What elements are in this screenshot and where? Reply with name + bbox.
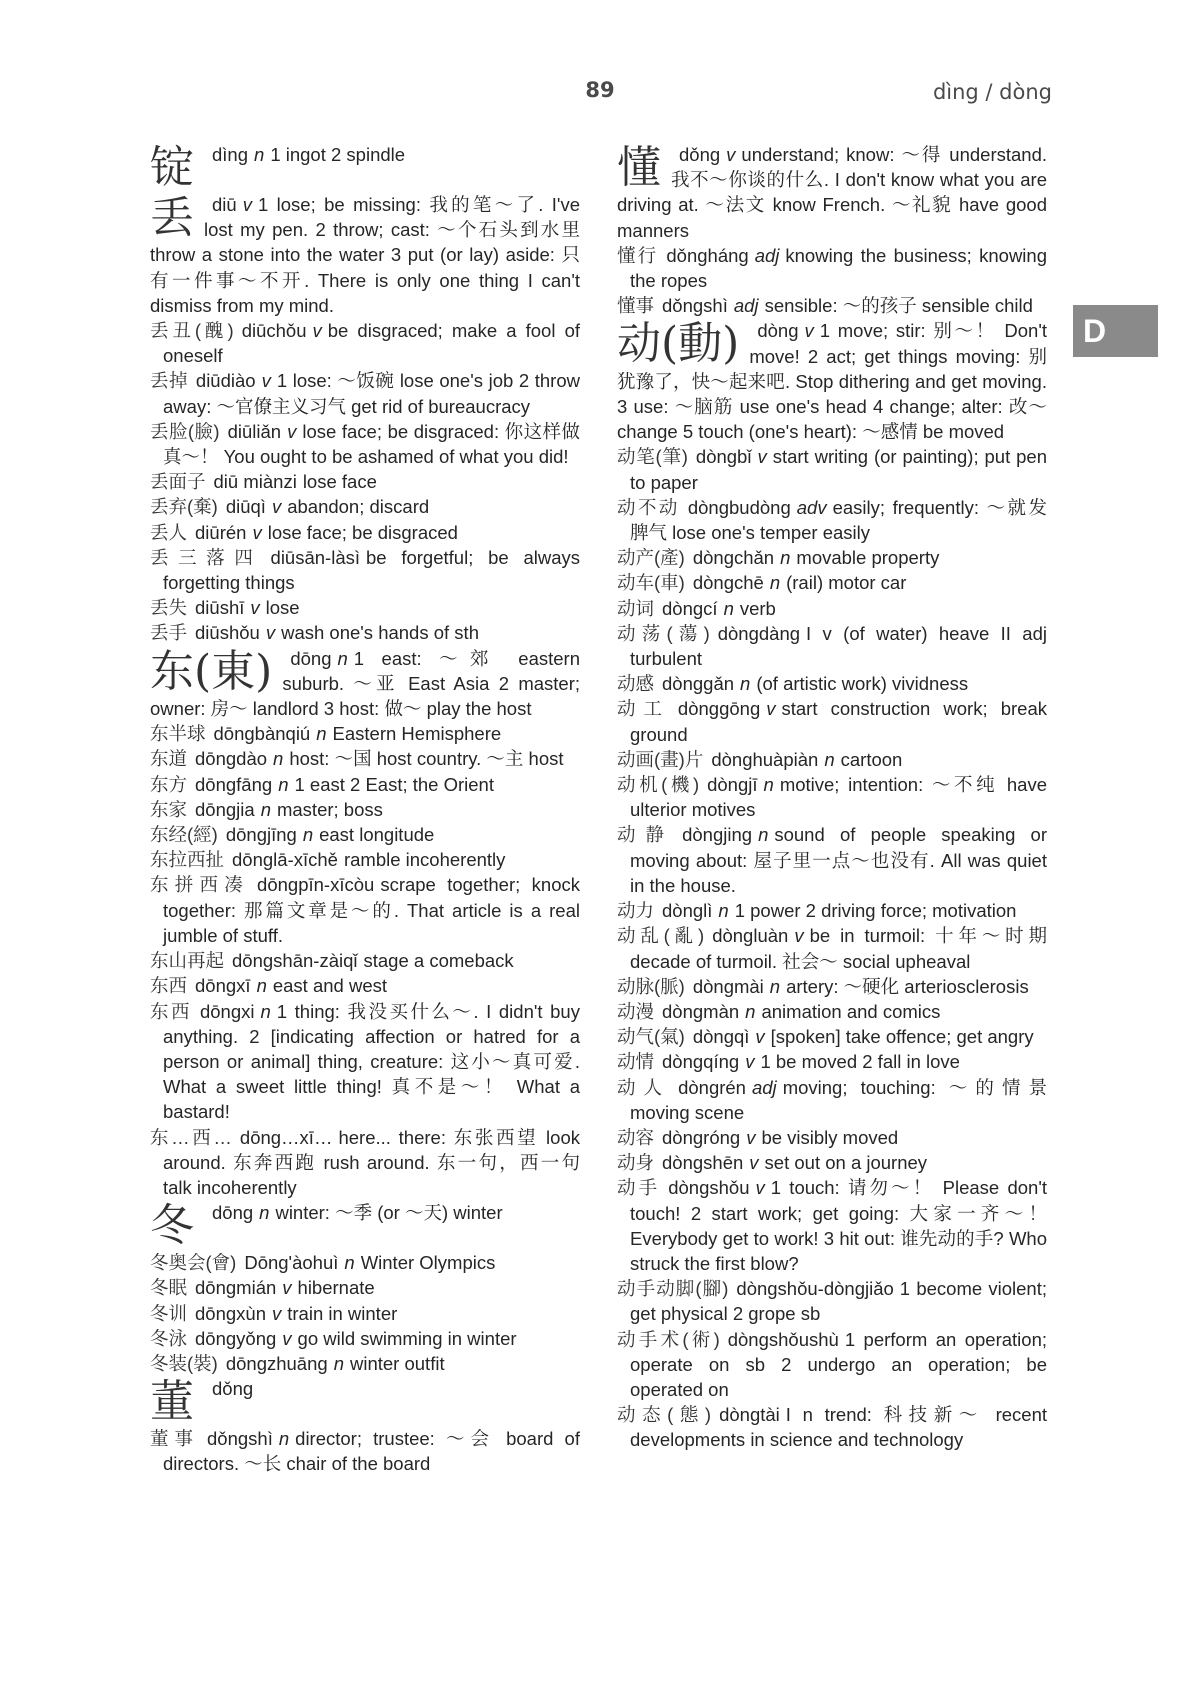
part-of-speech: v bbox=[282, 1277, 292, 1299]
headword: 动(動) bbox=[617, 318, 740, 370]
part-of-speech: v bbox=[261, 370, 271, 392]
compound-entry bbox=[617, 243, 1047, 293]
pinyin: dǒngháng bbox=[666, 244, 749, 266]
compound-entry bbox=[617, 671, 1047, 696]
pinyin: dòngshǒu-dòngjiǎo bbox=[736, 1278, 894, 1300]
pinyin: dōngzhuāng bbox=[225, 1352, 328, 1374]
compound-entry bbox=[150, 797, 580, 822]
part-of-speech: n bbox=[316, 723, 327, 745]
definition: winter outfit bbox=[349, 1352, 445, 1374]
part-of-speech: n bbox=[763, 774, 774, 796]
running-head: dìng / dòng bbox=[932, 80, 1052, 104]
headword: 东家 bbox=[150, 798, 188, 820]
main-entry bbox=[150, 142, 580, 192]
headword: 冬装(裝) bbox=[150, 1352, 218, 1374]
compound-entry bbox=[617, 570, 1047, 595]
part-of-speech: n bbox=[824, 748, 835, 770]
part-of-speech: n bbox=[745, 1000, 756, 1022]
definition: east and west bbox=[272, 975, 388, 997]
definition: 1 move; stir: 别～！ Don't move! 2 act; get things moving: 别犹豫了，快～起来吧. Stop dithering and get moving. 3 use: ～脑筋 use one's head 4 change; alter: 改～ change 5 touch (one's heart): ～感情 be moved bbox=[617, 320, 1047, 443]
pinyin: dōngshān-zàiqǐ bbox=[232, 950, 358, 972]
definition: lose face; be disgraced bbox=[267, 521, 458, 543]
pinyin: diūdiào bbox=[195, 370, 256, 392]
headword: 冬训 bbox=[150, 1302, 188, 1324]
pinyin: dǒng bbox=[212, 1378, 254, 1400]
main-entry bbox=[150, 192, 580, 318]
part-of-speech: n bbox=[344, 1252, 355, 1274]
compound-entry bbox=[150, 368, 580, 418]
definition: hibernate bbox=[297, 1277, 375, 1299]
compound-entry bbox=[617, 999, 1047, 1024]
headword: 冬眠 bbox=[150, 1277, 188, 1299]
definition: moving; touching: ～的情景 moving scene bbox=[630, 1076, 1047, 1123]
compound-entry bbox=[617, 1049, 1047, 1074]
headword: 东半球 bbox=[150, 723, 206, 745]
definition: winter: ～季 (or ～天) winter bbox=[275, 1202, 503, 1224]
part-of-speech: v bbox=[804, 320, 814, 342]
headword: 动不动 bbox=[617, 496, 680, 518]
headword: 锭 bbox=[150, 142, 194, 193]
pinyin: diūsān-làsì bbox=[270, 546, 360, 568]
headword: 懂事 bbox=[617, 295, 655, 317]
compound-entry bbox=[617, 696, 1047, 746]
compound-entry bbox=[617, 1125, 1047, 1150]
compound-entry bbox=[617, 923, 1047, 973]
definition: 1 east: ～郊 eastern suburb. ～亚 East Asia 2 master; owner: 房～ landlord 3 host: 做～ play the host bbox=[150, 647, 580, 720]
part-of-speech: n bbox=[259, 1202, 270, 1224]
definition: 1 be moved 2 fall in love bbox=[760, 1051, 960, 1073]
part-of-speech: v bbox=[755, 1026, 765, 1048]
compound-entry bbox=[150, 1250, 580, 1275]
definition: go wild swimming in winter bbox=[297, 1327, 517, 1349]
definition: 1 perform an operation; operate on sb 2 undergo an operation; be operated on bbox=[630, 1328, 1047, 1400]
pinyin: dònggōng bbox=[677, 698, 761, 720]
definition: 1 lose: ～饭碗 lose one's job 2 throw away: ～官僚主义习气 get rid of bureaucracy bbox=[163, 370, 580, 417]
part-of-speech: n bbox=[769, 572, 781, 594]
headword: 动画(畫)片 bbox=[617, 748, 704, 770]
headword: 东(東) bbox=[150, 645, 273, 697]
headword: 丢弃(棄) bbox=[150, 496, 218, 518]
compound-entry bbox=[150, 973, 580, 998]
part-of-speech: n bbox=[723, 597, 734, 619]
compound-entry bbox=[617, 974, 1047, 999]
compound-entry bbox=[150, 595, 580, 620]
part-of-speech: v bbox=[265, 622, 276, 644]
definition: movable property bbox=[796, 547, 940, 569]
definition: lose face; be disgraced: 你这样做真～！ You ought to be ashamed of what you did! bbox=[163, 420, 580, 468]
definition: 1 east 2 East; the Orient bbox=[294, 773, 494, 795]
part-of-speech: v bbox=[794, 925, 804, 947]
definition: abandon; discard bbox=[287, 496, 430, 518]
headword: 丢三落四 bbox=[150, 546, 263, 568]
part-of-speech: adv bbox=[796, 496, 827, 518]
pinyin: diū miànzi bbox=[213, 471, 297, 493]
pinyin: dòngdàng bbox=[717, 622, 801, 644]
definition: director; trustee: ～会 board of directors. ～长 chair of the board bbox=[163, 1428, 580, 1475]
part-of-speech: v bbox=[746, 1126, 756, 1148]
headword: 东拼西凑 bbox=[150, 874, 250, 896]
compound-entry bbox=[150, 1275, 580, 1300]
pinyin: diūrén bbox=[195, 521, 247, 543]
definition: master; boss bbox=[276, 798, 383, 820]
pinyin: dòngbǐ bbox=[695, 446, 752, 468]
headword: 动身 bbox=[617, 1152, 655, 1174]
definition: lose bbox=[265, 597, 300, 619]
part-of-speech: adj bbox=[754, 244, 780, 266]
definition: ramble incoherently bbox=[343, 849, 506, 871]
part-of-speech: n bbox=[337, 647, 348, 669]
headword: 动气(氣) bbox=[617, 1026, 685, 1048]
part-of-speech: v bbox=[726, 144, 736, 165]
definition: east longitude bbox=[319, 824, 435, 846]
pinyin: dōngfāng bbox=[195, 773, 273, 795]
headword: 懂 bbox=[617, 142, 661, 193]
compound-entry bbox=[150, 772, 580, 797]
headword: 丢掉 bbox=[150, 370, 188, 392]
compound-entry bbox=[617, 1075, 1047, 1125]
compound-entry bbox=[617, 1327, 1047, 1403]
definition: 1 touch: 请勿～！ Please don't touch! 2 start work; get going: 大家一齐～！ Everybody get to work! 3 hit out: 谁先动的手? Who struck the first blow? bbox=[630, 1177, 1047, 1274]
headword: 动脉(脈) bbox=[617, 975, 685, 997]
part-of-speech: n bbox=[302, 824, 314, 846]
compound-entry bbox=[617, 1024, 1047, 1049]
headword: 动态(態) bbox=[617, 1404, 712, 1426]
pinyin: dōngdào bbox=[195, 748, 268, 770]
part-of-speech: n bbox=[273, 748, 284, 770]
compound-entry bbox=[150, 494, 580, 519]
pinyin: dòngcí bbox=[662, 597, 718, 619]
definition: artery: ～硬化 arteriosclerosis bbox=[786, 975, 1029, 997]
definition: wash one's hands of sth bbox=[281, 622, 479, 644]
part-of-speech: n bbox=[278, 773, 289, 795]
main-entry bbox=[150, 1200, 580, 1250]
definition: train in winter bbox=[287, 1302, 398, 1324]
headword: 东山再起 bbox=[150, 950, 225, 972]
headword: 动乱(亂) bbox=[617, 925, 705, 947]
left-column bbox=[150, 142, 580, 1477]
headword: 动人 bbox=[617, 1076, 671, 1098]
headword: 丢失 bbox=[150, 597, 188, 619]
compound-entry bbox=[150, 872, 580, 948]
headword: 冬 bbox=[150, 1200, 194, 1252]
headword: 东西 bbox=[150, 975, 188, 997]
compound-entry bbox=[150, 1301, 580, 1326]
part-of-speech: v bbox=[745, 1051, 755, 1073]
pinyin: dōngjia bbox=[195, 798, 255, 820]
part-of-speech: n bbox=[718, 900, 729, 922]
definition: be visibly moved bbox=[761, 1126, 899, 1148]
definition: be forgetful; be always forgetting things bbox=[163, 546, 580, 594]
headword: 冬泳 bbox=[150, 1327, 188, 1349]
part-of-speech: adj bbox=[733, 295, 759, 317]
part-of-speech: v bbox=[271, 496, 282, 518]
part-of-speech: adj bbox=[751, 1076, 777, 1098]
part-of-speech: n bbox=[740, 673, 751, 695]
compound-entry bbox=[150, 318, 580, 368]
part-of-speech: n bbox=[769, 975, 781, 997]
headword: 动笔(筆) bbox=[617, 446, 688, 468]
headword: 动漫 bbox=[617, 1000, 655, 1022]
part-of-speech: v bbox=[312, 320, 322, 342]
headword: 东拉西扯 bbox=[150, 849, 225, 871]
thumb-index-tab: D bbox=[1073, 305, 1158, 357]
compound-entry bbox=[150, 620, 580, 645]
headword: 动机(機) bbox=[617, 774, 700, 796]
pinyin: dòngmàn bbox=[662, 1000, 740, 1022]
pinyin: dòngshǒu bbox=[668, 1177, 750, 1199]
definition: (rail) motor car bbox=[786, 572, 907, 594]
compound-entry bbox=[617, 772, 1047, 822]
compound-entry bbox=[617, 1175, 1047, 1276]
headword: 东方 bbox=[150, 773, 188, 795]
headword: 丢人 bbox=[150, 521, 188, 543]
part-of-speech: v bbox=[766, 698, 776, 720]
pinyin: diūliǎn bbox=[227, 420, 282, 442]
headword: 东…西… bbox=[150, 1126, 232, 1148]
compound-entry bbox=[150, 746, 580, 771]
definition: Winter Olympics bbox=[360, 1252, 496, 1274]
compound-entry bbox=[617, 898, 1047, 923]
part-of-speech: n bbox=[256, 975, 267, 997]
pinyin: dōng bbox=[212, 1202, 254, 1224]
part-of-speech: v bbox=[250, 597, 260, 619]
pinyin: dōngbànqiú bbox=[213, 723, 311, 745]
part-of-speech: v bbox=[755, 1177, 765, 1199]
pinyin: dǒngshì bbox=[662, 295, 728, 317]
compound-entry bbox=[150, 1351, 580, 1376]
pinyin: diūqì bbox=[225, 496, 266, 518]
pinyin: dòngluàn bbox=[712, 925, 789, 947]
pinyin: dòngjī bbox=[707, 774, 758, 796]
pinyin: diūchǒu bbox=[241, 320, 307, 342]
definition: Eastern Hemisphere bbox=[332, 723, 502, 745]
part-of-speech: n bbox=[333, 1352, 344, 1374]
pinyin: dōngxī bbox=[195, 975, 251, 997]
compound-entry bbox=[617, 293, 1047, 318]
right-column bbox=[617, 142, 1047, 1453]
main-entry bbox=[150, 646, 580, 722]
part-of-speech: v bbox=[282, 1327, 292, 1349]
definition: host: ～国 host country. ～主 host bbox=[289, 748, 564, 770]
definition: I v (of water) heave II adj turbulent bbox=[630, 622, 1047, 670]
part-of-speech: v bbox=[287, 420, 297, 442]
pinyin: dǒng bbox=[679, 144, 721, 165]
part-of-speech: n bbox=[254, 144, 265, 165]
definition: scrape together; knock together: 那篇文章是～的. That article is a real jumble of stuff. bbox=[163, 874, 580, 946]
compound-entry bbox=[617, 1150, 1047, 1175]
definition: 1 lose; be missing: 我的笔～了. I've lost my pen. 2 throw; cast: ～个石头到水里 throw a stone into the water 3 put (or lay) aside: 只有一件事～不开. There is only one thing I can't dismiss from my mind. bbox=[150, 194, 580, 316]
headword: 动手动脚(腳) bbox=[617, 1278, 729, 1300]
pinyin: dòngchē bbox=[692, 572, 764, 594]
headword: 动手 bbox=[617, 1177, 661, 1199]
pinyin: dòngshēn bbox=[662, 1152, 744, 1174]
pinyin: dǒngshì bbox=[207, 1428, 273, 1450]
pinyin: dōngjīng bbox=[225, 824, 297, 846]
headword: 动手术(術) bbox=[617, 1328, 720, 1350]
part-of-speech: n bbox=[260, 798, 271, 820]
part-of-speech: v bbox=[749, 1152, 759, 1174]
headword: 动力 bbox=[617, 900, 655, 922]
headword: 董事 bbox=[150, 1428, 200, 1450]
headword: 东经(經) bbox=[150, 824, 218, 846]
part-of-speech: v bbox=[242, 194, 252, 215]
pinyin: dòngqì bbox=[692, 1026, 750, 1048]
pinyin: Dōng'àohuì bbox=[244, 1252, 339, 1274]
pinyin: dōng bbox=[290, 647, 332, 669]
pinyin: dìng bbox=[212, 144, 249, 165]
definition: understand; know: ～得 understand. 我不～你谈的什么. I don't know what you are driving at. ～法文 know French. ～礼貌 have good manners bbox=[617, 144, 1047, 241]
compound-entry bbox=[150, 469, 580, 494]
definition: I n trend: 科技新～ recent developments in science and technology bbox=[630, 1404, 1047, 1451]
part-of-speech: n bbox=[780, 547, 791, 569]
part-of-speech: v bbox=[252, 521, 262, 543]
definition: 1 thing: 我没买什么～. I didn't buy anything. 2 [indicating affection or hatred for a person or animal] thing, creature: 这小～真可爱. What a sweet little thing! 真不是～！ What a bastard! bbox=[163, 1000, 580, 1123]
headword: 动词 bbox=[617, 597, 655, 619]
definition: motive; intention: ～不纯 have ulterior motives bbox=[630, 774, 1047, 821]
main-entry bbox=[617, 142, 1047, 243]
pinyin: dōngxi bbox=[199, 1000, 255, 1022]
definition: easily; frequently: ～就发脾气 lose one's temper easily bbox=[630, 496, 1047, 544]
definition: sound of people speaking or moving about: 屋子里一点～也没有. All was quiet in the house. bbox=[630, 824, 1047, 896]
definition: animation and comics bbox=[761, 1000, 941, 1022]
compound-entry bbox=[617, 1276, 1047, 1326]
compound-entry bbox=[150, 1125, 580, 1201]
part-of-speech: v bbox=[272, 1302, 282, 1324]
page-number: 89 bbox=[585, 78, 615, 102]
compound-entry bbox=[150, 1326, 580, 1351]
pinyin: diū bbox=[212, 194, 237, 215]
definition: start writing (or painting); put pen to paper bbox=[630, 446, 1048, 493]
pinyin: dōngpīn-xīcòu bbox=[257, 874, 375, 896]
definition: cartoon bbox=[840, 748, 903, 770]
compound-entry bbox=[150, 847, 580, 872]
headword: 丢 bbox=[150, 192, 194, 243]
pinyin: dōngxùn bbox=[195, 1302, 266, 1324]
compound-entry bbox=[617, 1402, 1047, 1452]
headword: 动静 bbox=[617, 824, 675, 846]
definition: here... there: 东张西望 look around. 东奔西跑 rush around. 东一句，西一句 talk incoherently bbox=[163, 1126, 580, 1198]
headword: 冬奥会(會) bbox=[150, 1252, 237, 1274]
pinyin: dōngmián bbox=[195, 1277, 277, 1299]
part-of-speech: v bbox=[757, 446, 767, 468]
definition: 1 ingot 2 spindle bbox=[270, 144, 406, 165]
compound-entry bbox=[150, 1426, 580, 1476]
pinyin: diūshǒu bbox=[195, 622, 260, 644]
pinyin: dònghuàpiàn bbox=[711, 748, 819, 770]
pinyin: dòngtài bbox=[719, 1404, 780, 1426]
pinyin: diūshī bbox=[195, 597, 245, 619]
definition: 1 power 2 driving force; motivation bbox=[734, 900, 1017, 922]
headword: 丢手 bbox=[150, 622, 188, 644]
pinyin: dòngrén bbox=[678, 1076, 746, 1098]
compound-entry bbox=[150, 999, 580, 1125]
headword: 东西 bbox=[150, 1000, 192, 1022]
headword: 东道 bbox=[150, 748, 188, 770]
definition: be disgraced; make a fool of oneself bbox=[163, 320, 580, 367]
pinyin: dòng bbox=[757, 320, 799, 342]
headword: 丢脸(臉) bbox=[150, 420, 220, 442]
pinyin: dòngmài bbox=[692, 975, 764, 997]
compound-entry bbox=[150, 419, 580, 469]
definition: sensible: ～的孩子 sensible child bbox=[764, 295, 1033, 317]
pinyin: dōngyǒng bbox=[195, 1327, 277, 1349]
definition: [spoken] take offence; get angry bbox=[770, 1026, 1034, 1048]
pinyin: dònggǎn bbox=[662, 673, 735, 695]
compound-entry bbox=[150, 721, 580, 746]
pinyin: dōnglā-xīchě bbox=[232, 849, 338, 871]
headword: 丢面子 bbox=[150, 471, 206, 493]
definition: start construction work; break ground bbox=[630, 698, 1047, 745]
compound-entry bbox=[617, 747, 1047, 772]
pinyin: dòngróng bbox=[662, 1126, 741, 1148]
headword: 动车(車) bbox=[617, 572, 685, 594]
pinyin: dònglì bbox=[662, 900, 713, 922]
compound-entry bbox=[617, 545, 1047, 570]
headword: 懂行 bbox=[617, 244, 659, 266]
headword: 动工 bbox=[617, 698, 670, 720]
definition: verb bbox=[739, 597, 776, 619]
definition: stage a comeback bbox=[363, 950, 514, 972]
definition: 1 become violent; get physical 2 grope sb bbox=[630, 1278, 1047, 1325]
definition: set out on a journey bbox=[764, 1152, 928, 1174]
compound-entry bbox=[150, 545, 580, 595]
headword: 动情 bbox=[617, 1051, 655, 1073]
headword: 动产(產) bbox=[617, 547, 685, 569]
compound-entry bbox=[150, 520, 580, 545]
part-of-speech: n bbox=[758, 824, 769, 846]
definition: (of artistic work) vividness bbox=[756, 673, 969, 695]
definition: lose face bbox=[302, 471, 377, 493]
pinyin: dòngbudòng bbox=[687, 496, 791, 518]
compound-entry bbox=[617, 495, 1047, 545]
main-entry bbox=[150, 1376, 580, 1426]
part-of-speech: n bbox=[278, 1428, 290, 1450]
compound-entry bbox=[617, 621, 1047, 671]
compound-entry bbox=[150, 822, 580, 847]
headword: 动荡(蕩) bbox=[617, 622, 710, 644]
compound-entry bbox=[150, 948, 580, 973]
pinyin: dòngshǒushù bbox=[727, 1328, 839, 1350]
headword: 动容 bbox=[617, 1126, 655, 1148]
pinyin: dōng…xī… bbox=[239, 1126, 333, 1148]
pinyin: dòngchǎn bbox=[692, 547, 775, 569]
definition: knowing the business; knowing the ropes bbox=[630, 244, 1047, 292]
headword: 动感 bbox=[617, 673, 655, 695]
pinyin: dòngjing bbox=[682, 824, 753, 846]
pinyin: dòngqíng bbox=[662, 1051, 740, 1073]
headword: 董 bbox=[150, 1376, 194, 1428]
compound-entry bbox=[617, 444, 1047, 494]
compound-entry bbox=[617, 822, 1047, 898]
part-of-speech: n bbox=[260, 1000, 271, 1022]
compound-entry bbox=[617, 596, 1047, 621]
headword: 丢丑(醜) bbox=[150, 320, 234, 342]
definition: be in turmoil: 十年～时期 decade of turmoil. 社会～ social upheaval bbox=[630, 925, 1048, 972]
main-entry bbox=[617, 318, 1047, 444]
